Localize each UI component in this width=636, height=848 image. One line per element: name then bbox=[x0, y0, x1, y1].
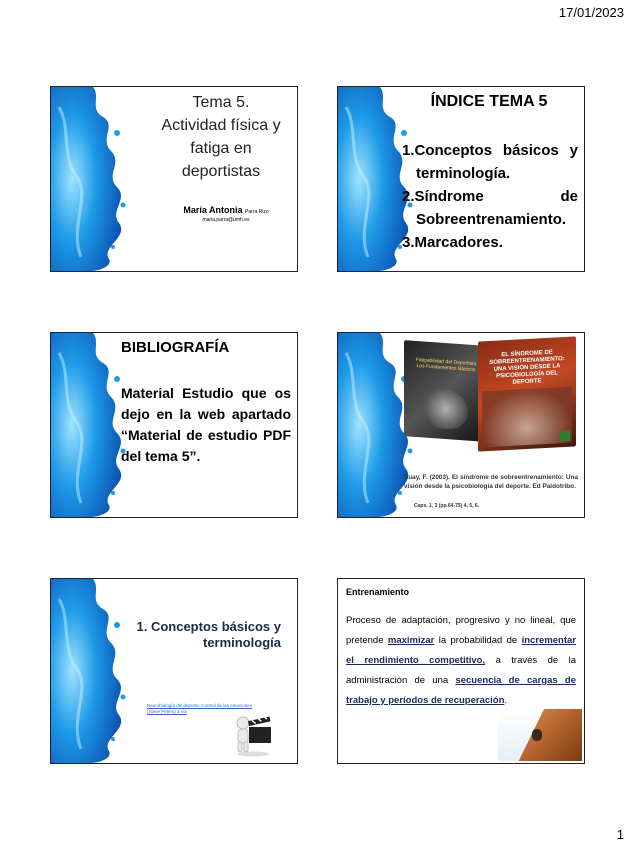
date: 17/01/2023 bbox=[558, 5, 624, 20]
slide-title[interactable] bbox=[50, 86, 298, 272]
book-cover-2-title: EL SÍNDROME DE SOBREENTRENAMIENTO: UNA VISIÓN DESDE LA PSICOBIOLOGÍA DEL DEPORTE bbox=[489, 349, 565, 386]
training-title: Entrenamiento bbox=[346, 587, 410, 597]
index-item-line: terminología. bbox=[416, 165, 511, 182]
author-first: María Antonia bbox=[183, 205, 243, 215]
blue-splash-decoration bbox=[51, 87, 131, 271]
title-line: fatiga en bbox=[190, 140, 252, 157]
emphasis-performance: incrementar el rendimiento competitivo, bbox=[346, 635, 576, 666]
section-title-line: 1. Conceptos básicos y bbox=[136, 619, 281, 634]
text-run: la probabilidad de bbox=[434, 635, 522, 646]
text-run: Proceso de adaptación, progresivo y no lineal, que pretende bbox=[346, 615, 576, 646]
section-title-line: terminología bbox=[202, 635, 281, 650]
slide-title-text bbox=[151, 91, 291, 183]
bibliography-text: Material Estudio que os dejo en la web apartado “Material de estudio PDF del tema 5”. bbox=[121, 385, 291, 464]
emphasis-maximize: maximizar bbox=[387, 635, 435, 646]
index-title: ÍNDICE TEMA 5 bbox=[430, 93, 548, 110]
author-surname: Parra Rizo bbox=[245, 209, 269, 215]
author-name bbox=[159, 205, 293, 215]
slide-training[interactable] bbox=[337, 578, 585, 764]
clapperboard-figure-icon bbox=[231, 713, 275, 757]
index-item-line: 1.Conceptos básicos y bbox=[402, 142, 578, 159]
title-line: Tema 5. bbox=[192, 94, 250, 111]
book-cover-2-image bbox=[482, 387, 572, 448]
index-item bbox=[402, 185, 578, 231]
blue-splash-decoration bbox=[51, 579, 131, 763]
slide-section-1[interactable] bbox=[50, 578, 298, 764]
slide-index[interactable] bbox=[337, 86, 585, 272]
index-item-line: Sobreentrenamiento. bbox=[416, 211, 567, 228]
book-chapters: Caps. 1, 3 (pp.64-75) 4, 5, 6. bbox=[414, 503, 480, 509]
training-definition bbox=[346, 611, 576, 711]
climber-photo bbox=[498, 709, 582, 761]
title-line: Actividad física y bbox=[161, 117, 281, 134]
index-item-line: 3.Marcadores. bbox=[402, 234, 503, 251]
bibliography-title: BIBLIOGRAFÍA bbox=[121, 339, 230, 356]
book-cover-1-title: Fatigabilidad del Deportista Los Fundamentos Básicos bbox=[415, 356, 477, 374]
book-cover-2 bbox=[478, 336, 576, 451]
index-item bbox=[402, 139, 578, 185]
index-item-line: 2.Síndrome de bbox=[402, 188, 578, 205]
blue-splash-decoration bbox=[51, 333, 131, 517]
index-list bbox=[402, 139, 578, 254]
book-reference: Suay, F. (2003). El síndrome de sobreentrenamiento: Una visión desde la psicobiología del deporte. Ed Paidotribo. bbox=[404, 474, 578, 490]
video-link[interactable]: Neurobiología del deporte: Control de las emociones (Steve Peters) 3 vía bbox=[147, 703, 253, 714]
slide-books[interactable] bbox=[337, 332, 585, 518]
author-email: maria.parra@umh.es bbox=[202, 217, 250, 223]
title-line: deportistas bbox=[181, 163, 261, 180]
publisher-logo bbox=[560, 431, 570, 442]
page-number: 1 bbox=[616, 827, 624, 842]
emphasis-sequence: secuencia de cargas de trabajo y períodos de recuperación bbox=[346, 675, 576, 706]
slide-bibliography[interactable] bbox=[50, 332, 298, 518]
text-run: a través de la administración de una bbox=[346, 655, 576, 686]
climber-figure bbox=[532, 729, 542, 741]
section-title bbox=[131, 619, 281, 651]
book-cover-1-image bbox=[424, 388, 468, 431]
index-item bbox=[402, 231, 578, 254]
text-run: . bbox=[504, 695, 508, 706]
book-cover-1 bbox=[404, 340, 486, 442]
